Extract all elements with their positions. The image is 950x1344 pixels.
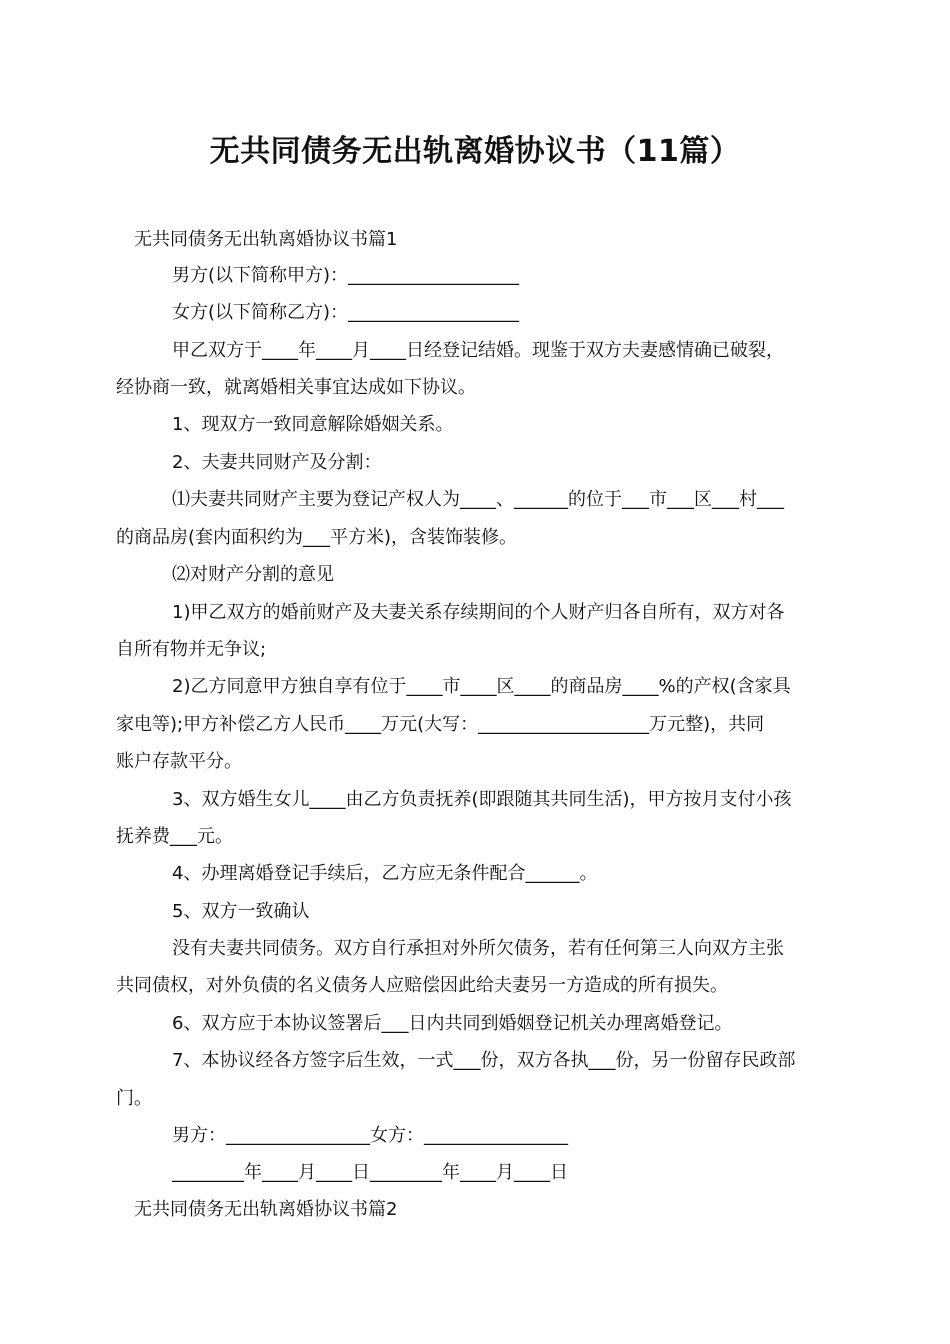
clause-2-2-1-line-2: 自所有物并无争议; bbox=[116, 639, 267, 660]
document-title: 无共同债务无出轨离婚协议书（11篇） bbox=[209, 134, 741, 169]
marriage-paragraph-line-2: 经协商一致，就离婚相关事宜达成如下协议。 bbox=[116, 377, 476, 398]
clause-2-2: ⑵对财产分割的意见 bbox=[172, 564, 334, 585]
section-heading-1: 无共同债务无出轨离婚协议书篇1 bbox=[134, 229, 398, 250]
clause-2-2-2-line-3: 账户存款平分。 bbox=[116, 751, 242, 772]
clause-7-line-2: 门。 bbox=[116, 1088, 152, 1109]
clause-2-1-line-1: ⑴夫妻共同财产主要为登记产权人为____、______的位于___市___区___村___ bbox=[172, 489, 784, 510]
clause-2-1-line-2: 的商品房(套内面积约为___平方米)，含装饰装修。 bbox=[116, 527, 518, 548]
clause-1: 1、现双方一致同意解除婚姻关系。 bbox=[172, 414, 454, 435]
clause-2-2-2-line-2: 家电等);甲方补偿乙方人民币____万元(大写：___________________万元整)，共同 bbox=[116, 714, 765, 735]
clause-5-body-line-2: 共同债权，对外负债的名义债务人应赔偿因此给夫妻另一方造成的所有损失。 bbox=[116, 975, 728, 996]
marriage-paragraph-line-1: 甲乙双方于____年____月____日经登记结婚。现鉴于双方夫妻感情确已破裂， bbox=[172, 340, 784, 361]
clause-2: 2、夫妻共同财产及分割： bbox=[172, 452, 382, 473]
clause-6: 6、双方应于本协议签署后___日内共同到婚姻登记机关办理离婚登记。 bbox=[172, 1013, 733, 1034]
male-party-line: 男方(以下简称甲方)：___________________ bbox=[172, 265, 520, 286]
clause-5: 5、双方一致确认 bbox=[172, 901, 310, 922]
clause-3-line-2: 抚养费___元。 bbox=[116, 826, 233, 847]
female-party-line: 女方(以下简称乙方)：___________________ bbox=[172, 302, 520, 323]
clause-3-line-1: 3、双方婚生女儿____由乙方负责抚养(即跟随其共同生活)，甲方按月支付小孩 bbox=[172, 789, 792, 810]
clause-5-body-line-1: 没有夫妻共同债务。双方自行承担对外所欠债务，若有任何第三人向双方主张 bbox=[172, 938, 784, 959]
section-heading-2: 无共同债务无出轨离婚协议书篇2 bbox=[134, 1199, 398, 1220]
clause-2-2-1-line-1: 1)甲乙双方的婚前财产及夫妻关系存续期间的个人财产归各自所有，双方对各 bbox=[172, 602, 785, 623]
clause-7-line-1: 7、本协议经各方签字后生效，一式___份，双方各执___份，另一份留存民政部 bbox=[172, 1050, 796, 1071]
clause-2-2-2-line-1: 2)乙方同意甲方独自享有位于____市____区____的商品房____%的产权(含家具 bbox=[172, 676, 791, 697]
date-line: ________年____月____日________年____月____日 bbox=[172, 1162, 568, 1183]
signature-line: 男方：________________女方：________________ bbox=[172, 1125, 568, 1146]
clause-4: 4、办理离婚登记手续后，乙方应无条件配合______。 bbox=[172, 863, 598, 884]
